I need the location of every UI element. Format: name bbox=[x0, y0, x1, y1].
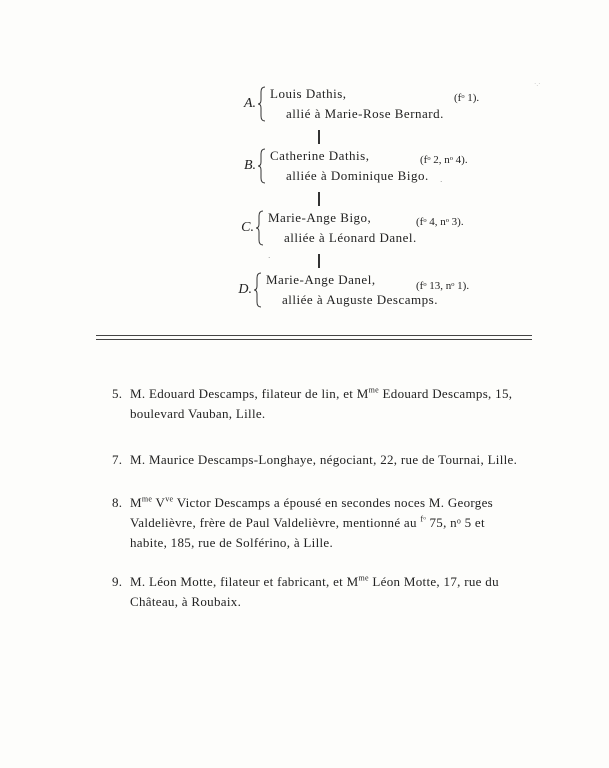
scan-speck: · bbox=[268, 254, 271, 262]
person-name: Marie-Ange Bigo, bbox=[268, 210, 372, 225]
folio-reference: (fᵒ 13, nᵒ 1). bbox=[416, 280, 470, 292]
scan-speck: ·.· bbox=[534, 80, 541, 88]
genealogy-entry-d bbox=[224, 272, 524, 312]
brace-icon bbox=[256, 210, 264, 246]
generation-letter: C. bbox=[241, 220, 254, 235]
brace-icon bbox=[258, 86, 266, 122]
note-number: 9. bbox=[112, 574, 123, 589]
person-name: Louis Dathis, bbox=[270, 86, 347, 101]
note-number: 5. bbox=[112, 386, 123, 401]
note-9: 9. M. Léon Motte, filateur et fabricant, et $M^{me}$ Léon Motte, 17, rue du Château, à Roubaix. bbox=[112, 573, 499, 609]
brace-icon bbox=[254, 272, 262, 308]
folio-reference: (fᵒ 2, nᵒ 4). bbox=[420, 154, 468, 166]
generation-letter: B. bbox=[243, 158, 256, 173]
genealogy-entry-b bbox=[228, 148, 528, 188]
lineage-connector bbox=[318, 192, 320, 206]
note-7: 7. M. Maurice Descamps-Longhaye, négociant, 22, rue de Tournai, Lille. bbox=[112, 450, 542, 470]
alliance-text: alliée à Dominique Bigo. bbox=[286, 168, 429, 183]
genealogy-entry-c bbox=[226, 210, 526, 250]
genealogy-entry-a bbox=[228, 86, 528, 126]
generation-letter: A. bbox=[243, 96, 256, 111]
separator-rule bbox=[96, 335, 532, 336]
folio-reference: (fᵒ 1). bbox=[454, 92, 480, 104]
person-name: Catherine Dathis, bbox=[270, 148, 370, 163]
note-8: 8. $M^{me}$ $V^{ve}$ Victor Descamps a épousé en secondes noces M. Georges Valdelièvre, frère de Paul Valdelièvre, mentionné au $^{fᵒ}$ 75, nᵒ 5 et habite, 185, rue de Solférino, à Lille. bbox=[112, 494, 494, 550]
alliance-text: alliée à Léonard Danel. bbox=[284, 230, 417, 245]
note-5: 5. M. Edouard Descamps, filateur de lin, et $M^{me}$ Edouard Descamps, 15, boulevard Vauban, Lille. bbox=[112, 385, 513, 421]
separator-rule bbox=[96, 339, 532, 340]
generation-letter: D. bbox=[238, 282, 252, 297]
scan-speck: · bbox=[440, 178, 443, 186]
lineage-connector bbox=[318, 130, 320, 144]
note-number: 7. bbox=[112, 452, 123, 467]
brace-icon bbox=[258, 148, 266, 184]
folio-reference: (fᵒ 4, nᵒ 3). bbox=[416, 216, 464, 228]
alliance-text: alliée à Auguste Descamps. bbox=[282, 292, 438, 307]
lineage-connector bbox=[318, 254, 320, 268]
note-number: 8. bbox=[112, 495, 123, 510]
person-name: Marie-Ange Danel, bbox=[266, 272, 376, 287]
alliance-text: allié à Marie-Rose Bernard. bbox=[286, 106, 444, 121]
